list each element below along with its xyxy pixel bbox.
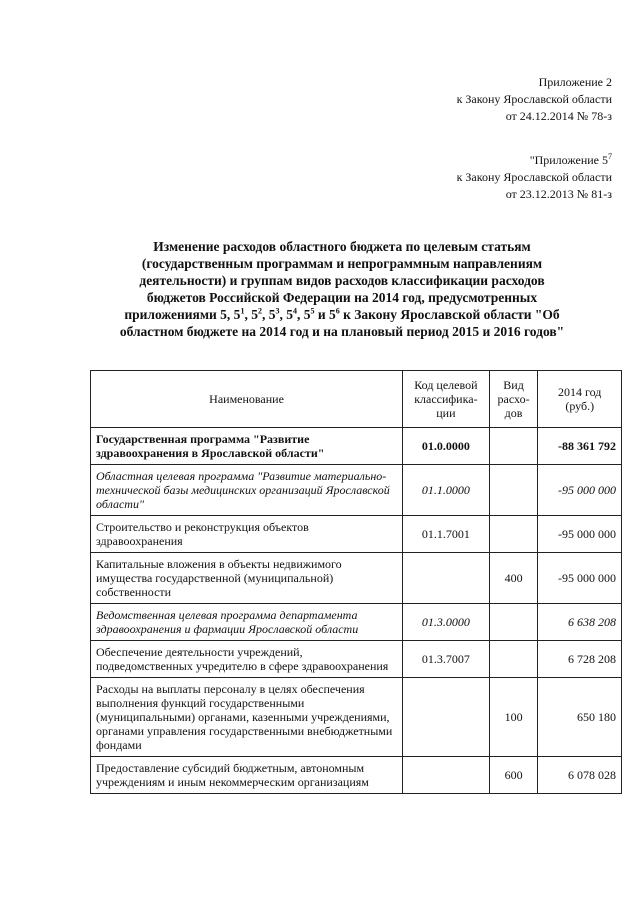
row-type bbox=[489, 465, 538, 516]
title-sup: 6 bbox=[335, 306, 340, 316]
amended-appendix-number bbox=[457, 152, 612, 169]
row-name: Ведомственная целевая программа департамента здравоохранения и фармации Ярославской области bbox=[91, 604, 403, 641]
row-name: Строительство и реконструкция объектов здравоохранения bbox=[91, 516, 403, 553]
amended-law-ref: к Закону Ярославской области bbox=[456, 170, 612, 184]
table-row bbox=[91, 757, 622, 794]
row-type bbox=[489, 516, 538, 553]
row-code: 01.3.0000 bbox=[403, 604, 490, 641]
row-code: 01.1.7001 bbox=[403, 516, 490, 553]
header-type: Вид расхо-дов bbox=[489, 371, 538, 428]
title-text: , 5 bbox=[261, 307, 276, 322]
row-sum: -95 000 000 bbox=[538, 553, 622, 604]
title-sup: 3 bbox=[275, 306, 280, 316]
table-row bbox=[91, 678, 622, 757]
title-text: и 5 bbox=[314, 307, 336, 322]
title-line: бюджетов Российской Федерации на 2014 год, предусмотренных bbox=[146, 290, 538, 305]
amended-law-date: от 23.12.2013 № 81-з bbox=[505, 187, 612, 201]
title-line-appendices bbox=[62, 306, 622, 323]
row-sum: -95 000 000 bbox=[538, 516, 622, 553]
row-sum: -95 000 000 bbox=[538, 465, 622, 516]
row-type: 100 bbox=[489, 678, 538, 757]
table-row bbox=[91, 465, 622, 516]
header-name: Наименование bbox=[91, 371, 403, 428]
title-text: , 5 bbox=[244, 307, 258, 322]
row-name: Областная целевая программа "Развитие материально-технической базы медицинских организаций Ярославской области" bbox=[91, 465, 403, 516]
title-sup: 2 bbox=[257, 306, 262, 316]
appendix-current-header bbox=[457, 74, 612, 125]
header-sum: 2014 год (руб.) bbox=[538, 371, 622, 428]
title-sup: 1 bbox=[240, 306, 245, 316]
title-line: областном бюджете на 2014 год и на плановый период 2015 и 2016 годов" bbox=[119, 324, 565, 339]
row-name: Капитальные вложения в объекты недвижимого имущества государственной (муниципальной) собственности bbox=[91, 553, 403, 604]
appendix-amended-header bbox=[457, 152, 612, 203]
row-sum: 6 078 028 bbox=[538, 757, 622, 794]
row-name: Обеспечение деятельности учреждений, подведомственных учредителю в сфере здравоохранения bbox=[91, 641, 403, 678]
row-name: Расходы на выплаты персоналу в целях обеспечения выполнения функций государственными (муниципальными) органами, казенными учреждениями, органами управления государственными внебюджетными фондами bbox=[91, 678, 403, 757]
table-header-row bbox=[91, 371, 622, 428]
title-text: к Закону Ярославской области "Об bbox=[339, 307, 560, 322]
row-code: 01.3.7007 bbox=[403, 641, 490, 678]
row-code: 01.0.0000 bbox=[403, 428, 490, 465]
title-sup: 4 bbox=[292, 306, 297, 316]
table-row bbox=[91, 553, 622, 604]
row-type bbox=[489, 641, 538, 678]
amended-appendix-label: "Приложение 5 bbox=[529, 153, 608, 167]
row-name: Государственная программа "Развитие здравоохранения в Ярославской области" bbox=[91, 428, 403, 465]
table-row bbox=[91, 641, 622, 678]
row-code bbox=[403, 678, 490, 757]
row-sum: 6 638 208 bbox=[538, 604, 622, 641]
title-line: деятельности) и группам видов расходов классификации расходов bbox=[139, 273, 545, 288]
row-type: 600 bbox=[489, 757, 538, 794]
document-title bbox=[62, 238, 622, 340]
row-sum: 650 180 bbox=[538, 678, 622, 757]
row-sum: 6 728 208 bbox=[538, 641, 622, 678]
title-line: (государственным программам и непрограммным направлениям bbox=[141, 256, 543, 271]
title-text: , 5 bbox=[279, 307, 293, 322]
appendix-law-date: от 24.12.2014 № 78-з bbox=[505, 109, 612, 123]
header-code: Код целевой классифика-ции bbox=[403, 371, 490, 428]
appendix-number: Приложение 2 bbox=[538, 75, 612, 89]
amended-appendix-superscript: 7 bbox=[608, 152, 612, 161]
budget-table bbox=[90, 370, 622, 794]
row-code bbox=[403, 757, 490, 794]
appendix-law-ref: к Закону Ярославской области bbox=[456, 92, 612, 106]
row-code bbox=[403, 553, 490, 604]
title-line: Изменение расходов областного бюджета по целевым статьям bbox=[153, 239, 531, 254]
row-type bbox=[489, 428, 538, 465]
row-code: 01.1.0000 bbox=[403, 465, 490, 516]
table-row bbox=[91, 428, 622, 465]
row-type bbox=[489, 604, 538, 641]
table-row bbox=[91, 516, 622, 553]
row-name: Предоставление субсидий бюджетным, автономным учреждениям и иным некоммерческим организациям bbox=[91, 757, 403, 794]
row-sum: -88 361 792 bbox=[538, 428, 622, 465]
table-row bbox=[91, 604, 622, 641]
title-sup: 5 bbox=[310, 306, 315, 316]
title-text: приложениями 5, 5 bbox=[124, 307, 241, 322]
row-type: 400 bbox=[489, 553, 538, 604]
title-text: , 5 bbox=[296, 307, 311, 322]
